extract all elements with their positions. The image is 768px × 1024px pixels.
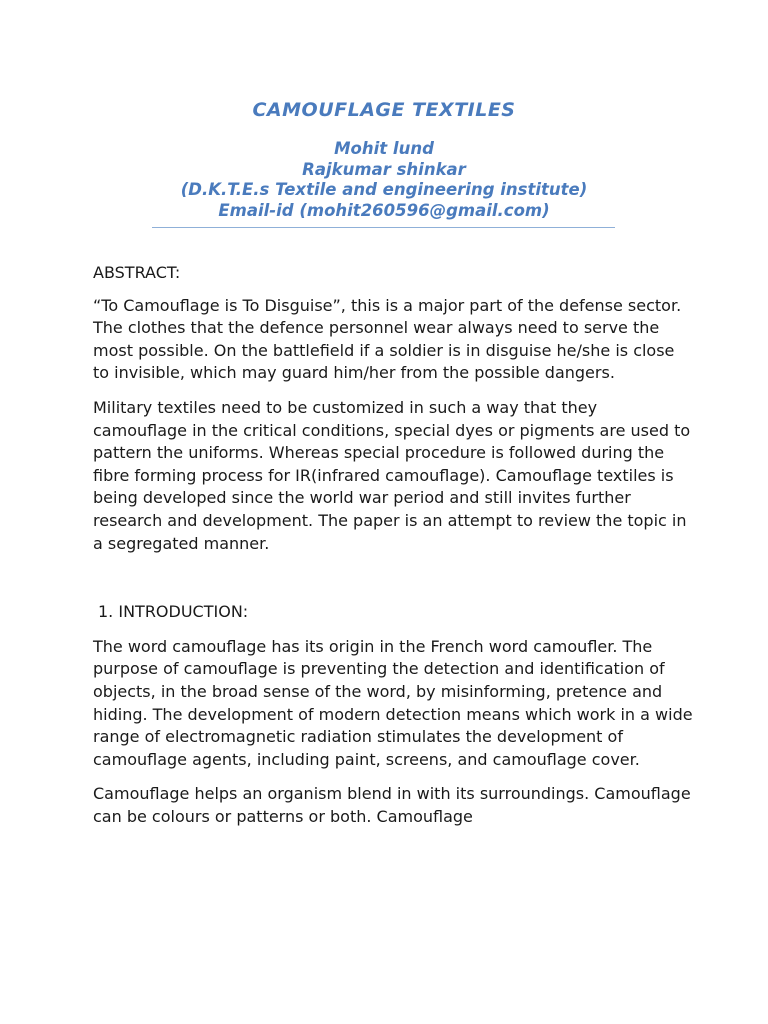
document-title: CAMOUFLAGE TEXTILES bbox=[252, 99, 516, 121]
abstract-heading: ABSTRACT: bbox=[93, 263, 181, 282]
author-affiliation: (D.K.T.E.s Textile and engineering institute) bbox=[180, 180, 588, 199]
introduction-paragraph: The word camouflage has its origin in the French word camoufler. The purpose of camouflage is preventing the detection and identification of objects, in the broad sense of the word, by misinforming, pretence and hiding. The development of modern detection means which work in a wide range of electromagnetic radiation stimulates the development of camouflage agents, including paint, screens, and camouflage cover. bbox=[93, 636, 693, 769]
author-name-1: Mohit lund bbox=[334, 139, 434, 158]
document-header bbox=[0, 98, 768, 221]
author-name-2: Rajkumar shinkar bbox=[302, 159, 466, 179]
header-divider bbox=[152, 227, 615, 228]
abstract-paragraph: “To Camouflage is To Disguise”, this is a major part of the defense sector. The clothes that the defence personnel wear always need to serve the most possible. On the battlefield if a soldier is in disguise he/she is close to invisible, which may guard him/her from the possible dangers. bbox=[93, 295, 682, 383]
author-email: Email-id (mohit260596@gmail.com) bbox=[218, 200, 550, 220]
introduction-paragraph: Camouflage helps an organism blend in with its surroundings. Camouflage can be colours or patterns or both. Camouflage bbox=[93, 784, 691, 826]
document-body bbox=[93, 262, 693, 828]
abstract-paragraph: Military textiles need to be customized in such a way that they camouflage in the critical conditions, special dyes or pigments are used to pattern the uniforms. Whereas special procedure is followed during the fibre forming process for IR(infrared camouflage). Camouflage textiles is being developed since the world war period and still invites further research and development. The paper is an attempt to review the topic in a segregated manner. bbox=[93, 397, 691, 553]
introduction-heading: 1. INTRODUCTION: bbox=[98, 602, 249, 622]
